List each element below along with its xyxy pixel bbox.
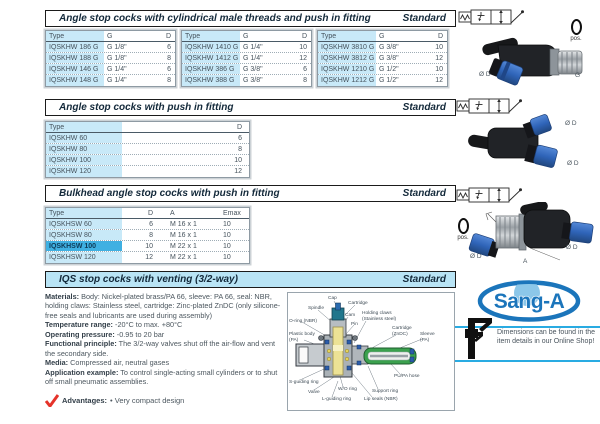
table-cell: 12: [145, 254, 153, 261]
table-cell: 10: [234, 156, 242, 164]
section4-title: IQS stop cocks with venting (3/2-way): [59, 274, 238, 285]
table-cell: 6: [167, 65, 171, 73]
diagram-label: S-guiding ring: [289, 380, 319, 385]
table-cell: IQSKHSW 100: [46, 241, 122, 251]
diagram-label: Valve: [308, 390, 320, 395]
table-cell: 6: [149, 220, 153, 228]
table-cell: G 3/8": [379, 43, 399, 51]
product-photo-angle-cock-threaded: [466, 36, 596, 91]
table-cell: G 1/4": [243, 43, 263, 51]
spec-text: Body: Nickel-plated brass/PA 66, sleeve: PA 66, seal: NBR, holding claws: Stainless steel, cartridge: Zinc-plated ZnDC (only silicone-free seals and lubricants are used during assembly): [45, 292, 281, 320]
spec-label: Operating pressure:: [45, 329, 115, 339]
table-row[interactable]: [318, 53, 447, 64]
brand-logo-text: Sang-A: [493, 290, 565, 313]
spec-principle: [45, 339, 285, 358]
table-header-row: [318, 31, 447, 42]
table-cell: IQSKHSW 60: [46, 219, 122, 229]
advantages-text: • Very compact design: [110, 396, 185, 405]
table-cell: 10: [223, 220, 231, 228]
table-cell: 10: [435, 65, 443, 73]
table-cell: 12: [234, 168, 242, 175]
table-cell: G 1/8": [107, 43, 127, 51]
column-header: A: [170, 209, 175, 217]
table-row[interactable]: [46, 144, 249, 155]
table-cell: 12: [435, 77, 443, 84]
table-cell: IQSKHW 1412 G: [182, 53, 240, 63]
column-header: D: [165, 32, 171, 40]
table-row[interactable]: [46, 241, 249, 252]
spec-label: Application example:: [45, 367, 119, 377]
table-cell: G 1/2": [379, 77, 399, 84]
column-header: G: [107, 32, 113, 40]
spec-label: Temperature range:: [45, 320, 113, 330]
table-cell: 12: [299, 54, 307, 62]
column-header: Type: [46, 122, 122, 132]
table-cell: IQSKHW 1410 G: [182, 42, 240, 52]
table-row[interactable]: [46, 42, 175, 53]
table-cell: IQSKHW 120: [46, 166, 122, 177]
spec-table-2: [45, 121, 250, 178]
table-header-row: [182, 31, 311, 42]
column-header: D: [437, 32, 443, 40]
diagram-label: Holding claws (Stainless steel): [362, 311, 397, 322]
table-cell: IQSKHW 3812 G: [318, 53, 376, 63]
diagram-label: L-guiding ring: [322, 397, 352, 402]
table-row[interactable]: [182, 53, 311, 64]
table-row[interactable]: [182, 64, 311, 75]
table-cell: IQSKHW 388 G: [182, 75, 240, 86]
spec-materials: [45, 292, 285, 320]
table-header-row: [46, 122, 249, 133]
table-cell: G 3/8": [243, 77, 263, 84]
diagram-label: Cartridge (ZnDC): [392, 326, 412, 337]
table-cell: IQSKHW 1212 G: [318, 75, 376, 86]
table-row[interactable]: [46, 133, 249, 144]
section1-standard-badge: Standard: [402, 13, 446, 24]
table-cell: 8: [303, 77, 307, 84]
spec-text: To control single-acting small cylinders or to shut off small pneumatic assemblies.: [45, 367, 278, 387]
table-cell: 6: [238, 134, 242, 142]
table-cell: 8: [167, 54, 171, 62]
spec-text: -20°C to max. +80°C: [113, 320, 183, 330]
table-cell: M 16 x 1: [170, 231, 197, 239]
table-cell: 10: [223, 231, 231, 239]
table-row[interactable]: [46, 166, 249, 177]
table-cell: G 1/8": [107, 54, 127, 62]
caliper-icon: [456, 318, 494, 365]
spec-label: Functional principle:: [45, 339, 117, 349]
spec-media: [45, 358, 285, 367]
divider-line: [455, 360, 600, 362]
product-photo-bulkhead-cock: [468, 202, 600, 273]
photo2-bore-bottom-label: Ø D: [567, 160, 579, 167]
spec-pressure: [45, 330, 285, 339]
column-header: D: [301, 32, 307, 40]
table-cell: IQSKHW 3810 G: [318, 42, 376, 52]
table-cell: 10: [145, 242, 153, 250]
photo3-dim-a-label: A: [523, 258, 528, 265]
dimensions-note: [455, 322, 600, 364]
table-cell: IQSKHW 60: [46, 133, 122, 143]
table-cell: G 3/8": [243, 65, 263, 73]
table-cell: 12: [435, 54, 443, 62]
pos-ring-icon: [458, 218, 469, 234]
diagram-label: O-ring (NBR): [289, 319, 317, 324]
table-cell: 10: [299, 43, 307, 51]
column-header: G: [379, 32, 385, 40]
spec-text: -0.95 to 20 bar: [114, 329, 165, 339]
table-row[interactable]: [318, 64, 447, 75]
table-cell: 10: [223, 254, 231, 261]
photo3-bore-right-label: Ø D: [566, 244, 578, 251]
table-header-row: [46, 208, 249, 219]
section1-title: Angle stop cocks with cylindrical male threads and push in fitting: [59, 13, 371, 24]
diagram-label: W/O ring: [338, 387, 357, 392]
diagram-label: Cam: [345, 313, 356, 318]
section3-standard-badge: Standard: [402, 188, 446, 199]
table-cell: 8: [149, 231, 153, 239]
spec-temperature: [45, 320, 285, 329]
diagram-label: Lip seals (NBR): [364, 397, 398, 402]
table-cell: 8: [238, 145, 242, 153]
spec-table-1b: [181, 30, 312, 87]
spec-table-3: [45, 207, 250, 264]
table-row[interactable]: [318, 42, 447, 53]
table-row[interactable]: [46, 252, 249, 263]
table-cell: M 16 x 1: [170, 220, 197, 228]
section4-standard-badge: Standard: [402, 274, 446, 285]
column-header: D: [147, 209, 153, 217]
table-row[interactable]: [46, 75, 175, 86]
table-cell: M 22 x 1: [170, 254, 197, 261]
table-header-row: [46, 31, 175, 42]
section3-title: Bulkhead angle stop cocks with push in fitting: [59, 188, 280, 199]
cross-section-diagram: [287, 292, 455, 411]
table-cell: IQSKHW 146 G: [46, 64, 104, 74]
photo2-bore-top-label: Ø D: [565, 120, 577, 127]
valve-schematic-icon: [455, 7, 527, 32]
spec-text: The 3/2-way valves shut off the air-flow and vent the secondary side.: [45, 339, 276, 358]
diagram-label: Plastic body (PA): [289, 332, 315, 343]
table-row[interactable]: [46, 230, 249, 241]
table-cell: IQSKHW 186 G: [46, 42, 104, 52]
product-description: [45, 292, 285, 387]
diagram-label: Spindle: [308, 306, 325, 311]
diagram-label: Support ring: [372, 389, 399, 394]
advantages-label: Advantages:: [62, 396, 108, 405]
table-cell: G 3/8": [379, 54, 399, 62]
table-cell: 6: [303, 65, 307, 73]
spec-text: Compressed air, neutral gases: [68, 358, 170, 368]
column-header: D: [236, 123, 242, 131]
advantages-line: [45, 394, 184, 407]
table-row[interactable]: [46, 64, 175, 75]
photo1-bore-label: Ø D: [479, 71, 491, 78]
column-header: Type: [318, 31, 376, 41]
table-row[interactable]: [46, 155, 249, 166]
table-cell: IQSKHW 80: [46, 144, 122, 154]
table-cell: G 1/2": [379, 65, 399, 73]
table-cell: IQSKHW 100: [46, 155, 122, 165]
table-cell: IQSKHSW 120: [46, 252, 122, 263]
section3-header: [45, 185, 456, 202]
table-row[interactable]: [46, 53, 175, 64]
dimensions-note-text: Dimensions can be found in the item details in our Online Shop!: [497, 329, 596, 345]
table-row[interactable]: [318, 75, 447, 86]
table-cell: 10: [435, 43, 443, 51]
spec-table-1c: [317, 30, 448, 87]
table-cell: IQSKHSW 80: [46, 230, 122, 240]
section2-title: Angle stop cocks with push in fitting: [59, 102, 234, 113]
diagram-label: Pin: [351, 322, 358, 327]
column-header: Emax: [223, 209, 241, 217]
table-cell: M 22 x 1: [170, 242, 197, 250]
column-header: G: [243, 32, 249, 40]
checkmark-icon: [45, 394, 59, 407]
table-cell: IQSKHW 188 G: [46, 53, 104, 63]
table-row[interactable]: [182, 75, 311, 86]
column-header: Type: [46, 208, 122, 218]
photo1-thread-label: G: [575, 72, 581, 79]
table-cell: G 1/4": [243, 54, 263, 62]
section4-header: [45, 271, 456, 288]
table-cell: IQSKHW 1210 G: [318, 64, 376, 74]
pos-label: pos.: [570, 36, 582, 42]
table-cell: G 1/4": [107, 65, 127, 73]
section2-header: [45, 99, 456, 116]
table-row[interactable]: [182, 42, 311, 53]
spec-table-1a: [45, 30, 176, 87]
diagram-label: PU/PA hose: [394, 374, 420, 379]
photo3-bore-left-label: Ø D: [470, 253, 482, 260]
diagram-label: Cartridge: [348, 301, 368, 306]
column-header: Type: [46, 31, 104, 41]
section1-header: [45, 10, 456, 27]
column-header: Type: [182, 31, 240, 41]
section2-standard-badge: Standard: [402, 102, 446, 113]
spec-label: Materials:: [45, 292, 80, 301]
table-cell: 10: [223, 242, 231, 250]
spec-label: Media:: [45, 358, 69, 368]
table-cell: 6: [167, 43, 171, 51]
diagram-label: Sleeve (PA): [420, 332, 435, 343]
table-cell: G 1/4": [107, 77, 127, 84]
table-cell: IQSKHW 148 G: [46, 75, 104, 86]
product-photo-angle-cock-pushin: [466, 112, 571, 179]
diagram-label: Cap: [328, 296, 337, 301]
pos-label: pos.: [457, 235, 469, 241]
table-cell: 8: [167, 77, 171, 84]
spec-application: [45, 368, 285, 387]
table-cell: IQSKHW 386 G: [182, 64, 240, 74]
pos-ring-icon: [571, 19, 582, 35]
table-row[interactable]: [46, 219, 249, 230]
